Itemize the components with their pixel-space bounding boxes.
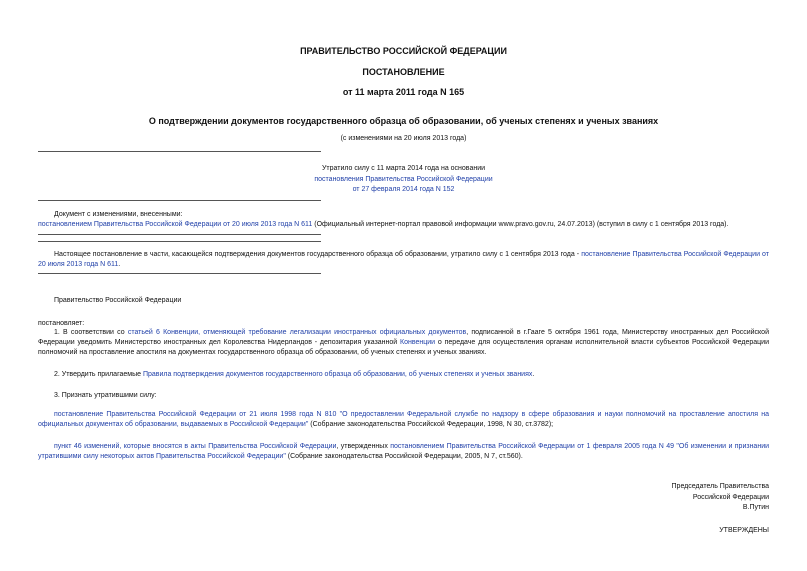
signature-org: Российской Федерации <box>692 493 769 501</box>
rules-link[interactable]: Правила подтверждения документов государственного образца об образовании, об ученых степенях и ученых званиях <box>142 371 533 378</box>
signature-block <box>569 482 769 514</box>
item-3b: пункт 46 изменений, которые вносятся в акты Правительства Российской Федерации, утвержденных постановлением Правительства Российской Федерации от 1 февраля 2005 года N 49 "Об изменении и признании утратившими силу некоторых актов Правительства Российской Федерации" (Собрание законодательства Российской Федерации, 2005, N 7, ст.560). <box>38 443 770 460</box>
partial-expiry-text: Настоящее постановление в части, касающейся подтверждения документов государственного образца об образовании, утратило силу с 1 сентября 2013 года - <box>54 251 582 258</box>
item-1: 1. В соответствии со статьей 6 Конвенции, отменяющей требование легализации иностранных официальных документов, подписанной в г.Гааге 5 октября 1961 года, Министерству иностранных дел Российской Федерации уведомить Министерство иностранных дел Королевства Нидерландов - депозитария указанной Конвенции о передаче для осуществления органам исполнительной власти субъектов Российской Федерации полномочий на проставление апостиля на документах государственного образца об образовании, об ученых степенях и ученых званиях. <box>38 329 769 356</box>
approved-label: УТВЕРЖДЕНЫ <box>719 527 769 534</box>
divider <box>38 151 321 152</box>
amendment-link[interactable]: постановлением Правительства Российской Федерации от 20 июля 2013 года N 611 <box>38 221 313 228</box>
divider <box>38 234 321 235</box>
divider <box>38 200 321 201</box>
item-2: 2. Утвердить прилагаемые Правила подтверждения документов государственного образца об образовании, об ученых степенях и ученых званиях. <box>54 371 535 378</box>
expiry-link-line2[interactable]: от 27 февраля 2014 года N 152 <box>352 186 455 193</box>
document-title: О подтверждении документов государственного образца об образовании, об ученых степенях и ученых званиях <box>148 116 659 126</box>
decree-49-link[interactable]: постановлением Правительства Российской Федерации от 1 февраля 2005 года N 49 "Об изменении и признании утратившими силу некоторых актов Правительства Российской Федерации" <box>38 443 770 460</box>
expiry-text: Утратило силу с 11 марта 2014 года на основании <box>321 165 486 172</box>
partial-expiry-paragraph: Настоящее постановление в части, касающейся подтверждения документов государственного образца об образовании, утратило силу с 1 сентября 2013 года - постановление Правительства Российской Федерации от 20 июля 2013 года N 611. <box>38 251 769 268</box>
decrees-line: постановляет: <box>38 320 85 327</box>
amendments-block <box>38 210 769 230</box>
signature-name: В.Путин <box>742 504 769 511</box>
clause-46-link[interactable]: пункт 46 изменений, которые вносятся в акты Правительства Российской Федерации <box>54 443 337 450</box>
convention-link[interactable]: Конвенции <box>400 339 436 346</box>
amendment-source: (Официальный интернет-портал правовой информации www.pravo.gov.ru, 24.07.2013) (вступил в силу с 1 сентября 2013 года). <box>312 221 729 228</box>
item-3: 3. Признать утратившими силу: <box>54 392 157 399</box>
changes-note: (с изменениями на 20 июля 2013 года) <box>340 135 467 142</box>
expiry-link-line1[interactable]: постановления Правительства Российской Федерации <box>314 175 493 183</box>
repealed-decree-810-link[interactable]: постановление Правительства Российской Федерации от 21 июля 1998 года N 810 "О предоставлении Федеральной службе по надзору в сфере образования и науки полномочий на проставление апостиля на официальных документах об образовании, выдаваемых в Российской Федерации" <box>38 411 769 428</box>
document-type: ПОСТАНОВЛЕНИЕ <box>362 67 445 77</box>
government-heading: ПРАВИТЕЛЬСТВО РОССИЙСКОЙ ФЕДЕРАЦИИ <box>300 46 507 56</box>
item-3a: постановление Правительства Российской Федерации от 21 июля 1998 года N 810 "О предоставлении Федеральной службе по надзору в сфере образования и науки полномочий на проставление апостиля на официальных документах об образовании, выдаваемых в Российской Федерации" (Собрание законодательства Российской Федерации, 1998, N 30, ст.3782); <box>38 411 769 428</box>
divider <box>38 273 321 274</box>
convention-article-link[interactable]: статьей 6 Конвенции, отменяющей требование легализации иностранных официальных документов <box>127 329 467 336</box>
government-line: Правительство Российской Федерации <box>54 297 182 304</box>
partial-expiry-link[interactable]: постановление Правительства Российской Федерации от 20 июля 2013 года N 611 <box>38 251 769 268</box>
expiry-notice <box>0 164 807 196</box>
document-date-number: от 11 марта 2011 года N 165 <box>342 87 465 97</box>
divider <box>38 241 321 242</box>
signature-position: Председатель Правительства <box>671 483 769 490</box>
amendments-intro: Документ с изменениями, внесенными: <box>54 211 183 218</box>
